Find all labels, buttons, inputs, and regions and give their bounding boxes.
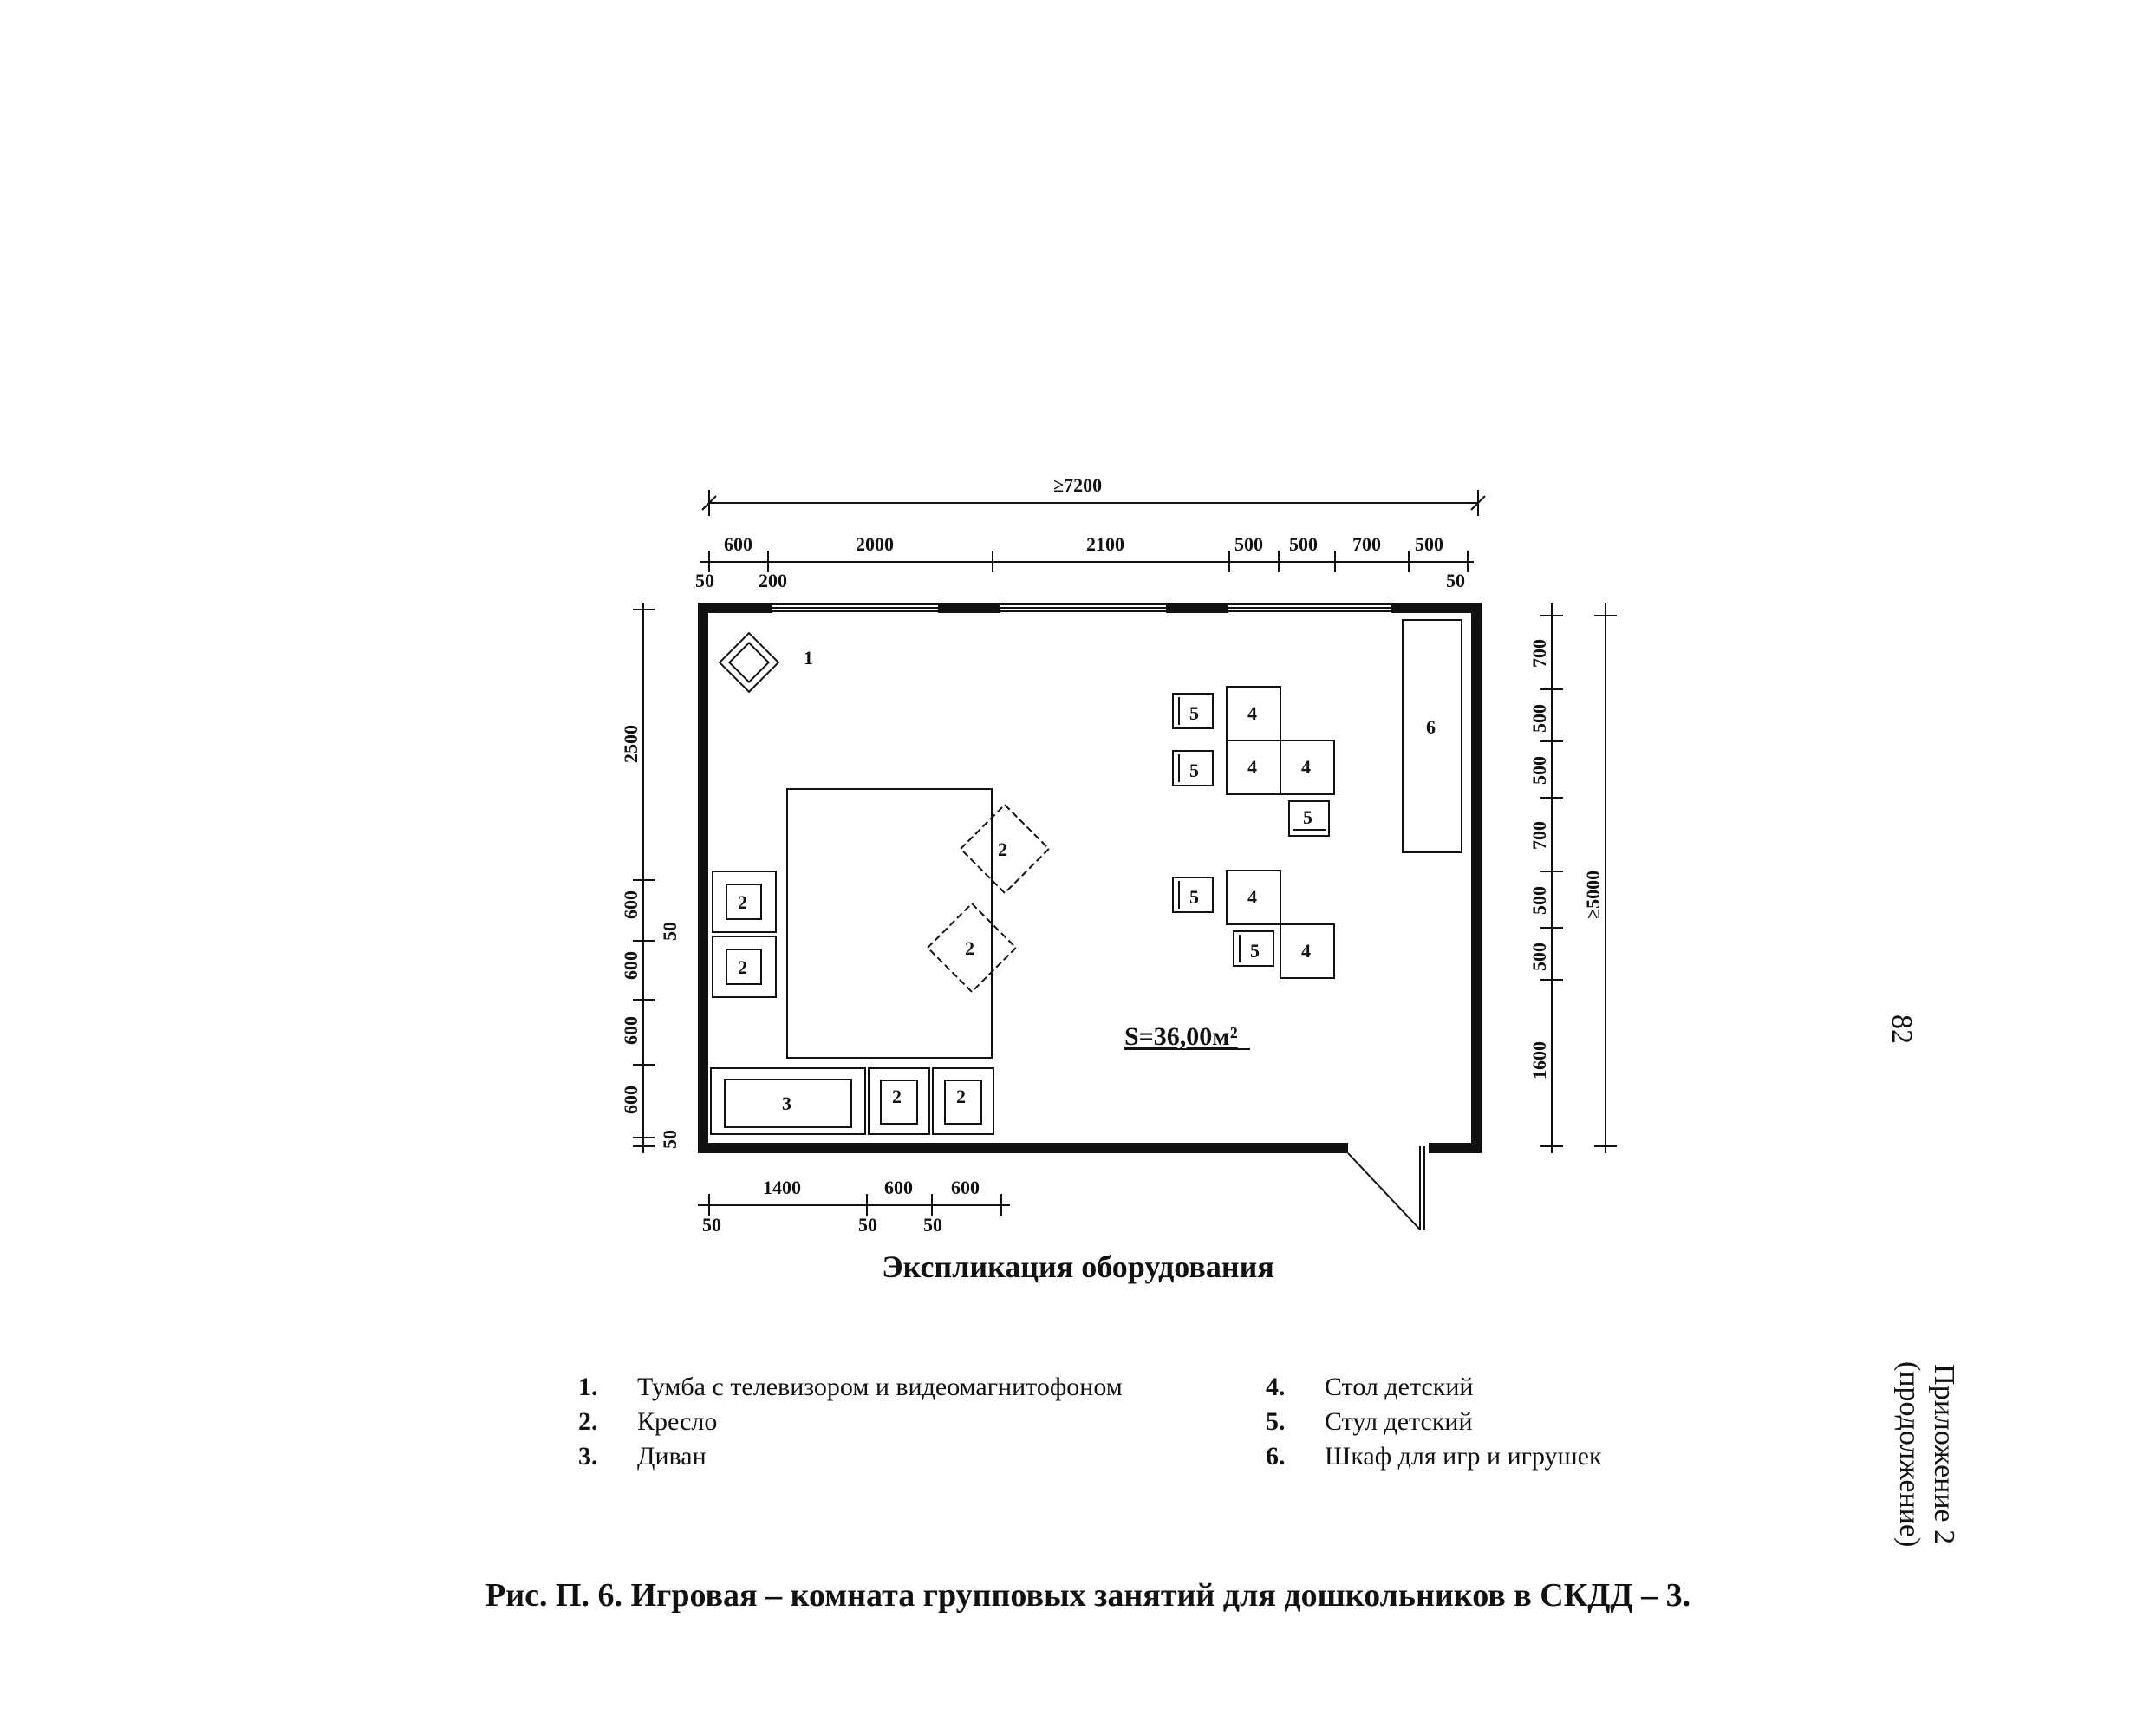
right-seg-4: 700 (1528, 821, 1550, 850)
legend-text: Тумба с телевизором и видеомагнитофоном (637, 1373, 1123, 1401)
legend-item (1266, 1405, 1602, 1439)
legend-number: 6. (1266, 1442, 1286, 1471)
legend-number: 3. (578, 1442, 598, 1471)
bottom-offset-1: 50 (702, 1214, 721, 1236)
tables (1227, 687, 1334, 978)
bottom-seg-1: 1400 (763, 1177, 801, 1198)
door (1348, 1146, 1424, 1230)
top-seg-6: 700 (1352, 533, 1381, 555)
rug (787, 789, 992, 1058)
armchair-label: 2 (892, 1086, 902, 1107)
left-offset-2: 50 (659, 1130, 681, 1149)
table-label: 4 (1247, 702, 1257, 724)
top-seg-4: 500 (1234, 533, 1263, 555)
left-seg-2: 600 (620, 890, 642, 919)
legend-item (578, 1405, 1123, 1439)
page-number: 82 (1886, 1014, 1918, 1044)
top-seg-2: 2000 (856, 533, 894, 555)
left-dimension-chain (633, 603, 655, 1153)
tv-stand (720, 633, 778, 692)
legend-text: Кресло (637, 1407, 718, 1436)
appendix-note (1892, 1361, 1961, 1547)
sofa-label: 3 (782, 1093, 791, 1114)
top-seg-7: 500 (1415, 533, 1443, 555)
left-offset-1: 50 (659, 922, 681, 941)
appendix-line-2: (продолжение) (1893, 1361, 1925, 1548)
top-offset-window: 200 (759, 570, 787, 591)
table-label: 4 (1247, 756, 1257, 778)
right-dimension-chain (1540, 603, 1617, 1153)
overall-height-label: ≥5000 (1582, 870, 1604, 919)
explication-title: Экспликация оборудования (882, 1249, 1274, 1284)
legend-item (578, 1439, 1123, 1474)
top-seg-1: 600 (724, 533, 752, 555)
bottom-offset-2: 50 (858, 1214, 877, 1236)
chair-label: 5 (1303, 806, 1312, 828)
appendix-line-1: Приложение 2 (1928, 1364, 1960, 1545)
legend-column-right (1266, 1370, 1602, 1474)
table-label: 4 (1247, 886, 1257, 908)
left-seg-5: 600 (620, 1086, 642, 1114)
chair-label: 5 (1189, 886, 1199, 908)
right-seg-5: 500 (1528, 886, 1550, 915)
right-seg-6: 500 (1528, 943, 1550, 971)
legend-text: Стул детский (1325, 1407, 1473, 1436)
bottom-seg-3: 600 (951, 1177, 980, 1198)
armchair-label: 2 (998, 838, 1007, 860)
legend-number: 2. (578, 1407, 598, 1436)
armchair-label: 2 (738, 891, 747, 913)
legend-number: 5. (1266, 1407, 1286, 1436)
top-offset-left: 50 (695, 570, 714, 591)
chair-label: 5 (1189, 760, 1199, 781)
legend-text: Диван (637, 1442, 707, 1471)
legend-column-left (578, 1370, 1123, 1474)
left-seg-3: 600 (620, 951, 642, 980)
overall-width-label: ≥7200 (1053, 474, 1103, 496)
legend-item (578, 1370, 1123, 1405)
left-seg-4: 600 (620, 1016, 642, 1045)
left-seg-1: 2500 (620, 725, 642, 763)
table-label: 4 (1301, 940, 1311, 962)
armchair-label: 2 (965, 937, 974, 959)
legend-item (1266, 1439, 1602, 1474)
top-offset-right: 50 (1446, 570, 1465, 591)
cabinet-label: 6 (1426, 716, 1436, 738)
right-seg-3: 500 (1528, 756, 1550, 785)
legend-number: 1. (578, 1373, 598, 1401)
legend-number: 4. (1266, 1373, 1286, 1401)
legend-item (1266, 1370, 1602, 1405)
bottom-seg-2: 600 (884, 1177, 913, 1198)
armchair-label: 2 (956, 1086, 966, 1107)
right-seg-2: 500 (1528, 704, 1550, 733)
armchair-label: 2 (738, 956, 747, 978)
top-seg-5: 500 (1289, 533, 1318, 555)
chair-label: 5 (1250, 940, 1260, 962)
figure-caption: Рис. П. 6. Игровая – комната групповых занятий для дошкольников в СКДД – 3. (485, 1577, 1691, 1614)
table-label: 4 (1301, 756, 1311, 778)
top-seg-3: 2100 (1086, 533, 1124, 555)
legend-text: Шкаф для игр и игрушек (1325, 1442, 1602, 1471)
right-seg-7: 1600 (1528, 1041, 1550, 1080)
chair-label: 5 (1189, 702, 1199, 724)
right-seg-1: 700 (1528, 639, 1550, 668)
windows (772, 604, 1391, 611)
tv-stand-label: 1 (804, 647, 813, 669)
walls (698, 603, 1482, 1153)
legend-text: Стол детский (1325, 1373, 1474, 1401)
bottom-offset-3: 50 (923, 1214, 942, 1236)
room-area: S=36,00м² (1124, 1022, 1238, 1051)
